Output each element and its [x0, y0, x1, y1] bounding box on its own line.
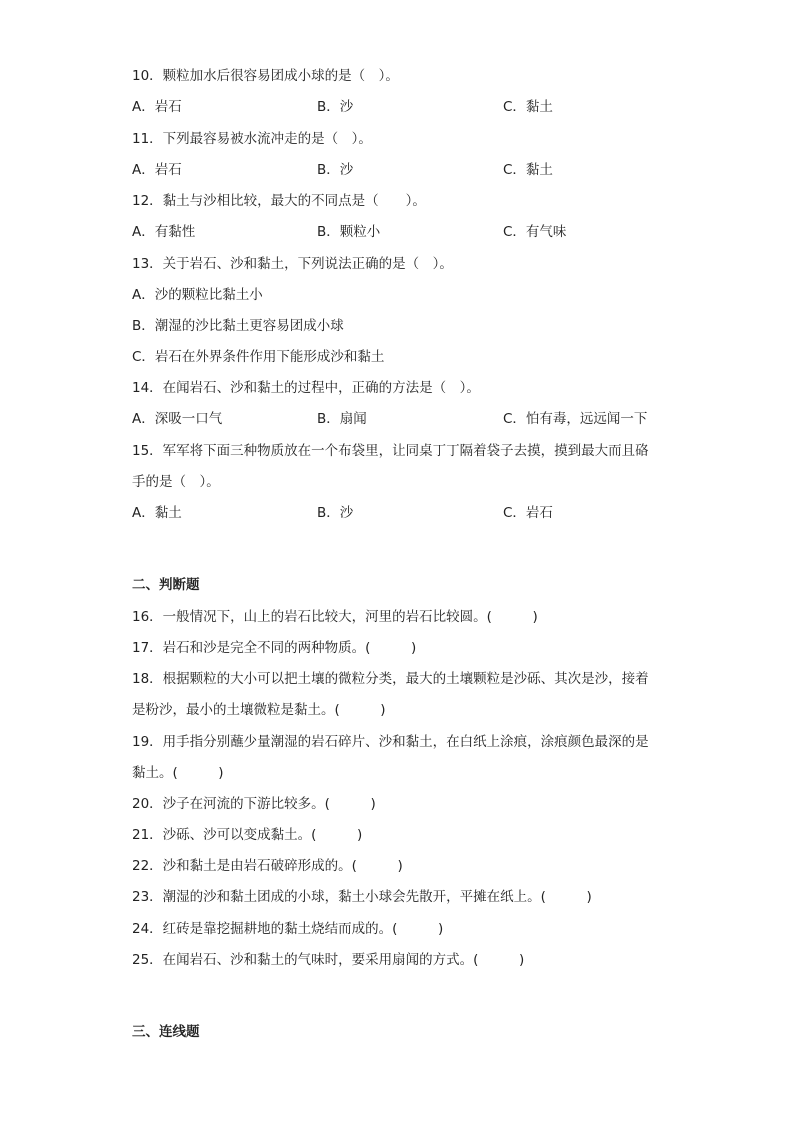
- question-11-option-a: A．岩石: [132, 162, 182, 178]
- question-10-option-a: A．岩石: [132, 99, 182, 115]
- question-12-option-a: A．有黏性: [132, 224, 196, 240]
- question-19-line1: 19．用手指分别蘸少量潮湿的岩石碎片、沙和黏土，在白纸上涂痕，涂痕颜色最深的是: [132, 734, 649, 750]
- question-13-option-b: B．潮湿的沙比黏土更容易团成小球: [132, 318, 344, 334]
- question-11-stem: 11．下列最容易被水流冲走的是（ ）。: [132, 131, 372, 147]
- question-14-option-b: B．扇闻: [317, 411, 367, 427]
- question-11-option-b: B．沙: [317, 162, 354, 178]
- question-18-line1: 18．根据颗粒的大小可以把土壤的微粒分类，最大的土壤颗粒是沙砾、其次是沙，接着: [132, 671, 649, 687]
- question-15-option-a: A．黏土: [132, 505, 182, 521]
- section-3-heading: 三、连线题: [132, 1024, 200, 1040]
- question-11-option-c: C．黏土: [503, 162, 553, 178]
- question-13-stem: 13．关于岩石、沙和黏土，下列说法正确的是（ ）。: [132, 256, 453, 272]
- question-10-stem: 10．颗粒加水后很容易团成小球的是（ ）。: [132, 68, 399, 84]
- question-15-option-b: B．沙: [317, 505, 354, 521]
- question-24: 24．红砖是靠挖掘耕地的黏土烧结而成的。( ): [132, 921, 444, 937]
- question-19-line2: 黏土。( ): [132, 765, 224, 781]
- question-13-option-c: C．岩石在外界条件作用下能形成沙和黏土: [132, 349, 385, 365]
- question-16: 16．一般情况下，山上的岩石比较大，河里的岩石比较圆。( ): [132, 609, 538, 625]
- question-14-option-c: C．怕有毒，远远闻一下: [503, 411, 648, 427]
- question-22: 22．沙和黏土是由岩石破碎形成的。( ): [132, 858, 403, 874]
- question-12-stem: 12．黏土与沙相比较，最大的不同点是（ ）。: [132, 193, 426, 209]
- question-14-option-a: A．深吸一口气: [132, 411, 223, 427]
- question-12-option-b: B．颗粒小: [317, 224, 381, 240]
- question-13-option-a: A．沙的颗粒比黏土小: [132, 287, 263, 303]
- question-10-option-b: B．沙: [317, 99, 354, 115]
- question-15-stem-line2: 手的是（ ）。: [132, 474, 220, 490]
- question-10-option-c: C．黏土: [503, 99, 553, 115]
- question-23: 23．潮湿的沙和黏土团成的小球，黏土小球会先散开，平摊在纸上。( ): [132, 889, 592, 905]
- question-12-option-c: C．有气味: [503, 224, 567, 240]
- question-25: 25．在闻岩石、沙和黏土的气味时，要采用扇闻的方式。( ): [132, 952, 525, 968]
- question-21: 21．沙砾、沙可以变成黏土。( ): [132, 827, 363, 843]
- question-15-stem-line1: 15．军军将下面三种物质放在一个布袋里，让同桌丁丁隔着袋子去摸，摸到最大而且硌: [132, 443, 649, 459]
- question-15-option-c: C．岩石: [503, 505, 553, 521]
- question-20: 20．沙子在河流的下游比较多。( ): [132, 796, 376, 812]
- question-18-line2: 是粉沙，最小的土壤微粒是黏土。( ): [132, 702, 386, 718]
- section-2-heading: 二、判断题: [132, 577, 200, 593]
- question-17: 17．岩石和沙是完全不同的两种物质。( ): [132, 640, 417, 656]
- question-14-stem: 14．在闻岩石、沙和黏土的过程中，正确的方法是（ ）。: [132, 380, 480, 396]
